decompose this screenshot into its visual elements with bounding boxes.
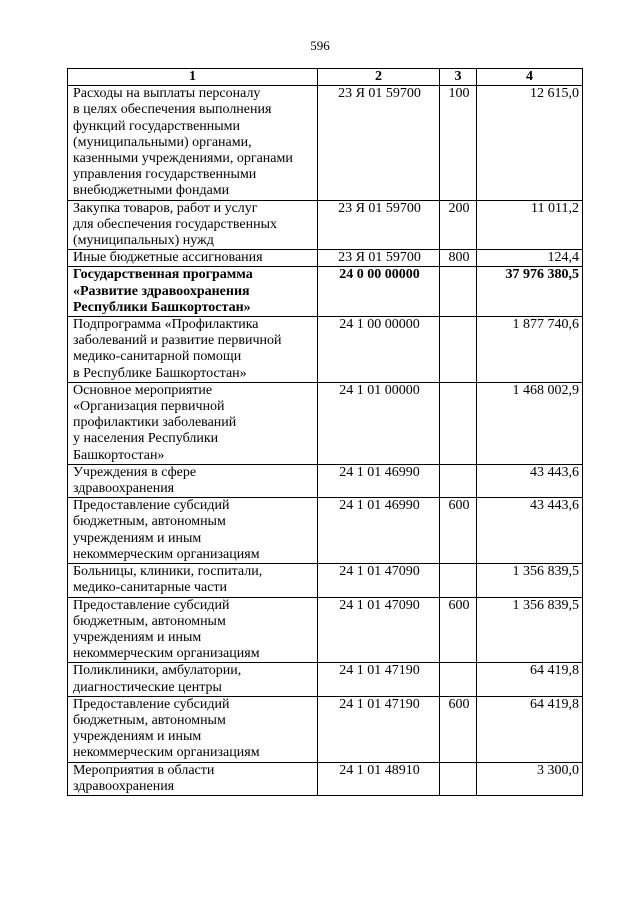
- row-name-line: учреждениям и иным: [73, 729, 202, 745]
- row-name-cell: [68, 382, 318, 464]
- row-name-line: управления государственными: [73, 167, 257, 183]
- row-name-line: (муниципальными) органами,: [73, 134, 252, 150]
- row-name-cell: [68, 597, 318, 663]
- row-code-cell: 24 1 01 47190: [318, 663, 440, 696]
- row-name-line: Подпрограмма «Профилактика: [73, 317, 259, 333]
- row-expense-type-cell: [440, 464, 477, 497]
- row-name-cell: [68, 762, 318, 795]
- row-expense-type-cell: 800: [440, 250, 477, 267]
- row-name-cell: [68, 663, 318, 696]
- header-col-1: 1: [68, 69, 318, 86]
- row-name-line: заболеваний и развитие первичной: [73, 333, 282, 349]
- row-name-cell: [68, 464, 318, 497]
- row-name-line: Расходы на выплаты персоналу: [73, 86, 261, 102]
- row-name-line: диагностические центры: [73, 679, 222, 695]
- table-header-row: [68, 69, 583, 86]
- row-name-line: Поликлиники, амбулатории,: [73, 663, 242, 679]
- table-row: [68, 464, 583, 497]
- page-number: 596: [310, 38, 330, 53]
- row-code-cell: 24 1 01 48910: [318, 762, 440, 795]
- row-expense-type-cell: [440, 564, 477, 597]
- row-expense-type-cell: 600: [440, 498, 477, 564]
- row-name-line: Мероприятия в области: [73, 762, 215, 778]
- row-expense-type-cell: [440, 382, 477, 464]
- row-name-line: в целях обеспечения выполнения: [73, 102, 272, 118]
- table-row: [68, 267, 583, 317]
- row-name-line: казенными учреждениями, органами: [73, 151, 293, 167]
- row-code-cell: 24 1 01 47190: [318, 696, 440, 762]
- row-name-line: некоммерческим организациям: [73, 646, 260, 662]
- row-name-line: Предоставление субсидий: [73, 498, 230, 514]
- row-code-cell: 24 1 01 00000: [318, 382, 440, 464]
- row-name-line: Закупка товаров, работ и услуг: [73, 200, 258, 216]
- row-name-cell: [68, 564, 318, 597]
- row-code-cell: 24 1 01 46990: [318, 498, 440, 564]
- header-col-3: 3: [440, 69, 477, 86]
- row-name-line: «Организация первичной: [73, 399, 225, 415]
- row-name-line: в Республике Башкортостан»: [73, 365, 247, 381]
- row-name-line: бюджетным, автономным: [73, 514, 226, 530]
- row-name-cell: [68, 250, 318, 267]
- row-amount-cell: 1 356 839,5: [477, 597, 583, 663]
- row-expense-type-cell: [440, 663, 477, 696]
- row-amount-cell: 43 443,6: [477, 498, 583, 564]
- row-amount-cell: 124,4: [477, 250, 583, 267]
- row-expense-type-cell: 100: [440, 86, 477, 200]
- row-amount-cell: 64 419,8: [477, 696, 583, 762]
- row-amount-cell: 1 877 740,6: [477, 317, 583, 383]
- row-name-line: Государственная программа: [73, 267, 253, 283]
- row-name-cell: [68, 200, 318, 250]
- row-name-line: Учреждения в сфере: [73, 464, 197, 480]
- budget-table: [67, 68, 583, 796]
- row-name-cell: [68, 317, 318, 383]
- row-amount-cell: 11 011,2: [477, 200, 583, 250]
- row-name-line: профилактики заболеваний: [73, 415, 237, 431]
- header-col-4: 4: [477, 69, 583, 86]
- row-name-line: Республики Башкортостан»: [73, 299, 251, 315]
- row-name-cell: [68, 86, 318, 200]
- row-expense-type-cell: 600: [440, 696, 477, 762]
- row-name-line: бюджетным, автономным: [73, 712, 226, 728]
- row-code-cell: 24 1 01 46990: [318, 464, 440, 497]
- row-name-line: медико-санитарные части: [73, 580, 228, 596]
- row-name-line: здравоохранения: [73, 778, 175, 794]
- row-expense-type-cell: [440, 267, 477, 317]
- table-row: [68, 86, 583, 200]
- row-amount-cell: 12 615,0: [477, 86, 583, 200]
- table-row: [68, 250, 583, 267]
- row-name-line: бюджетным, автономным: [73, 613, 226, 629]
- row-amount-cell: 1 356 839,5: [477, 564, 583, 597]
- row-amount-cell: 64 419,8: [477, 663, 583, 696]
- row-name-line: (муниципальных) нужд: [73, 233, 214, 249]
- row-expense-type-cell: [440, 317, 477, 383]
- row-name-line: некоммерческим организациям: [73, 745, 260, 761]
- row-name-line: учреждениям и иным: [73, 530, 202, 546]
- row-name-line: учреждениям и иным: [73, 629, 202, 645]
- row-name-cell: [68, 267, 318, 317]
- row-code-cell: 23 Я 01 59700: [318, 250, 440, 267]
- row-expense-type-cell: 200: [440, 200, 477, 250]
- row-name-line: Иные бюджетные ассигнования: [73, 250, 263, 266]
- row-code-cell: 24 1 01 47090: [318, 564, 440, 597]
- table-row: [68, 696, 583, 762]
- row-name-cell: [68, 696, 318, 762]
- row-name-line: для обеспечения государственных: [73, 216, 277, 232]
- row-amount-cell: 37 976 380,5: [477, 267, 583, 317]
- row-expense-type-cell: 600: [440, 597, 477, 663]
- row-name-line: Основное мероприятие: [73, 382, 213, 398]
- table-row: [68, 317, 583, 383]
- table-row: [68, 498, 583, 564]
- row-code-cell: 23 Я 01 59700: [318, 200, 440, 250]
- row-code-cell: 23 Я 01 59700: [318, 86, 440, 200]
- row-code-cell: 24 0 00 00000: [318, 267, 440, 317]
- row-code-cell: 24 1 00 00000: [318, 317, 440, 383]
- table-row: [68, 762, 583, 795]
- row-name-line: «Развитие здравоохранения: [73, 283, 250, 299]
- row-name-line: медико-санитарной помощи: [73, 349, 242, 365]
- header-col-2: 2: [318, 69, 440, 86]
- row-name-line: Предоставление субсидий: [73, 597, 230, 613]
- table-row: [68, 564, 583, 597]
- row-name-line: функций государственными: [73, 118, 241, 134]
- table-row: [68, 663, 583, 696]
- row-code-cell: 24 1 01 47090: [318, 597, 440, 663]
- row-amount-cell: 3 300,0: [477, 762, 583, 795]
- table-row: [68, 597, 583, 663]
- row-name-line: здравоохранения: [73, 481, 175, 497]
- row-name-line: некоммерческим организациям: [73, 546, 260, 562]
- row-name-cell: [68, 498, 318, 564]
- row-name-line: Башкортостан»: [73, 447, 165, 463]
- row-name-line: Предоставление субсидий: [73, 696, 230, 712]
- table-row: [68, 200, 583, 250]
- row-name-line: у населения Республики: [73, 431, 219, 447]
- row-amount-cell: 1 468 002,9: [477, 382, 583, 464]
- row-expense-type-cell: [440, 762, 477, 795]
- row-name-line: внебюджетными фондами: [73, 183, 230, 199]
- table-row: [68, 382, 583, 464]
- budget-table-body: [68, 69, 583, 796]
- row-name-line: Больницы, клиники, госпитали,: [73, 564, 263, 580]
- row-amount-cell: 43 443,6: [477, 464, 583, 497]
